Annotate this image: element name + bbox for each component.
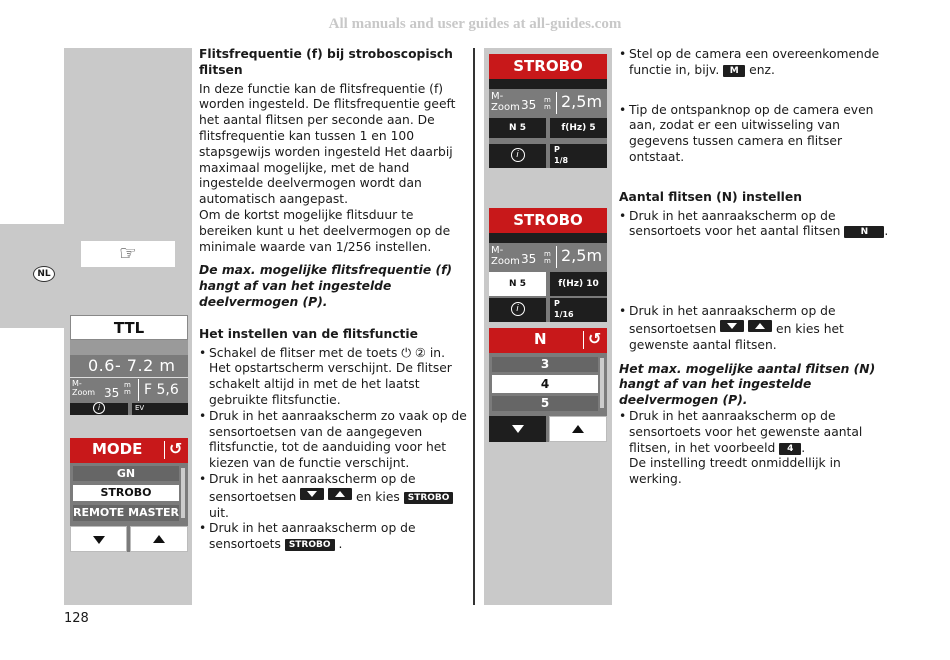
strobo2-f-button[interactable]: f(Hz) 10 [550,272,607,296]
strobo1-p-label: P [554,145,560,154]
strobo2-band [489,233,607,243]
page-number: 128 [64,611,89,626]
bullet-press-count [619,409,889,488]
back-icon[interactable]: ↺ [588,329,602,348]
arrow-up-icon [153,535,165,543]
mode-scrollbar[interactable] [181,468,185,518]
mode-item-strobo[interactable]: STROBO [73,485,179,501]
arrow-up-key-icon [748,320,772,332]
text: Tip de ontspanknop op de camera even aan, zodat er een uitwisseling van gegevens tussen camera en flitser ontstaat. [629,102,874,164]
paragraph-frequency: In deze functie kan de flitsfrequentie (f) worden ingesteld. De flitsfrequentie geeft het aantal flitsen per seconde aan. De flitsfrequentie kan tussen 1 en 100 stapsgewijs worden ingesteld Het daarbij maximaal mogelijke, met de hand ingestelde deelvermogen wordt dan automatisch aangepast. [199,81,456,207]
ttl-title: TTL [70,315,188,340]
strobo2-info-button[interactable] [489,298,546,322]
strobo1-title: STROBO [489,54,607,79]
strobo1-n-button[interactable]: N 5 [489,118,546,138]
strobo-key: STROBO [285,539,335,551]
mode-screen [70,438,188,552]
strobo2-title: STROBO [489,208,607,233]
bullet-press-sensor [199,409,467,472]
strobo1-p-button[interactable] [550,144,607,168]
strobo1-band [489,79,607,89]
ttl-rule [70,377,188,378]
section-heading-setting: Het instellen van de flitsfunctie [199,326,418,341]
right-text-column [619,47,889,488]
n-header [489,328,607,353]
scroll-down-button[interactable] [70,526,127,552]
strobo1-zoom-unit: m m [544,96,551,111]
strobo2-n-button[interactable]: N 5 [489,272,546,296]
strobo1-p-value: 1/8 [554,156,569,165]
mode-title: MODE [92,440,143,458]
four-key: 4 [779,443,801,455]
strobo2-distance: 2,5m [561,246,603,265]
n-scroll-down-button[interactable] [489,416,546,442]
ttl-header-band [70,340,188,355]
power-icon: ⏻ ② [401,345,426,360]
strobo2-mzoom-label: M- Zoom [491,245,520,267]
paragraph-flash-duration: Om de kortst mogelijke flitsduur te bereiken kunt u het deelvermogen op de minimale waarde van 1/256 instellen. [199,207,451,254]
bullet-press-strobo [199,521,467,553]
strobo-key: STROBO [404,492,454,504]
ttl-fstop: F 5,6 [144,382,179,398]
n-title: N [534,330,547,348]
ttl-info-button[interactable] [70,403,128,415]
column-divider [473,48,475,605]
strobo1-distance: 2,5m [561,92,603,111]
strobo2-p-value: 1/16 [554,310,574,319]
arrow-down-icon [512,425,524,433]
text: Druk in het aanraakscherm op de sensortoetsen [209,471,416,504]
ttl-mzoom-label: M- Zoom [72,379,96,397]
text: Druk in het aanraakscherm op de sensortoetsen [629,304,836,336]
info-icon: i [511,148,525,162]
n-scroll-up-button[interactable] [549,416,607,442]
strobo2-p-label: P [554,299,560,308]
text: Druk in het aanraakscherm op de sensortoets voor het aantal flitsen [629,208,841,239]
note-max-frequency: De max. mogelijke flitsfrequentie (f) hangt af van het ingestelde deelvermogen (P). [199,263,453,309]
strobo-screen-2 [489,208,607,322]
ttl-screen [70,315,188,415]
arrow-up-key-icon [328,488,352,500]
text: Druk in het aanraakscherm zo vaak op de sensortoetsen van de aangegeven flitsfunctie, tot de aanduiding voor het kiezen van de functie verschijnt. [209,408,467,471]
ttl-zoom-value: 35 [104,386,120,400]
n-item-4[interactable]: 4 [492,375,598,393]
text: enz. [749,62,775,77]
info-icon: i [511,302,525,316]
strobo1-sep [556,92,557,114]
strobo-screen-1 [489,54,607,168]
bullet-shutter-tip [619,103,889,166]
text: . [884,224,889,239]
m-key: M [723,65,745,77]
note-max-count: Het max. mogelijke aantal flitsen (N) hangt af van het ingestelde deelvermogen (P). [619,361,876,408]
section-heading-flash-count: Aantal flitsen (N) instellen [619,189,802,204]
text: Schakel de flitser met de toets [209,345,398,360]
text: . [338,537,343,552]
bullet-select-strobo [199,472,467,521]
text: en kies [356,489,400,504]
strobo1-f-button[interactable]: f(Hz) 5 [550,118,607,138]
ttl-range: 0.6- 7.2 m [88,356,176,375]
strobo2-p-button[interactable] [550,298,607,322]
n-key: N [844,226,884,238]
mode-item-gn[interactable]: GN [73,466,179,481]
section-heading-frequency: Flitsfrequentie (f) bij stroboscopisch flitsen [199,47,453,77]
bullet-press-n [619,209,889,241]
middle-text-column [199,47,467,553]
text: Stel op de camera een overeenkomende functie in, bijv. [629,47,880,77]
strobo1-info-button[interactable] [489,144,546,168]
scroll-up-button[interactable] [130,526,188,552]
arrow-up-icon [572,425,584,433]
arrow-down-key-icon [720,320,744,332]
language-badge: NL [33,266,55,282]
text: . [801,440,806,455]
n-header-sep [583,331,584,349]
strobo1-zoom-value: 35 [521,98,537,112]
mode-item-remote-master[interactable]: REMOTE MASTER [73,506,179,519]
n-scrollbar[interactable] [600,358,604,408]
strobo1-mzoom-label: M- Zoom [491,91,520,113]
text: en kies het gewenste aantal flitsen. [629,321,844,352]
strobo2-sep [556,246,557,268]
text: De instelling treedt onmiddellijk in werking. [629,456,841,487]
hand-pointer-icon: ☞ [81,241,175,267]
text: in. Het opstartscherm verschijnt. De flitser schakelt altijd in met de het laatst gebruikte flitsfunctie. [209,345,452,407]
text: Druk in het aanraakscherm op de sensortoets [209,521,416,552]
arrow-down-key-icon [300,488,324,500]
mode-header [70,438,188,463]
mode-header-sep [164,441,165,459]
strobo2-zoom-value: 35 [521,252,537,266]
arrow-down-icon [93,536,105,544]
text: uit. [209,505,229,520]
info-icon: i [93,402,105,414]
bullet-power-on [199,346,467,409]
n-item-3[interactable]: 3 [492,357,598,372]
ttl-zoom-unit: m m [124,381,131,396]
back-icon[interactable]: ↺ [169,439,183,458]
bullet-camera-function [619,47,889,79]
n-item-5[interactable]: 5 [492,396,598,411]
ttl-ev-button[interactable]: EV [132,403,188,415]
bullet-select-count [619,304,889,353]
watermark: All manuals and user guides at all-guides.com [328,16,622,32]
ttl-sep [138,379,139,401]
n-screen [489,328,607,442]
text: Druk in het aanraakscherm op de sensortoets voor het gewenste aantal flitsen, in het voorbeeld [629,408,863,455]
strobo2-zoom-unit: m m [544,250,551,265]
